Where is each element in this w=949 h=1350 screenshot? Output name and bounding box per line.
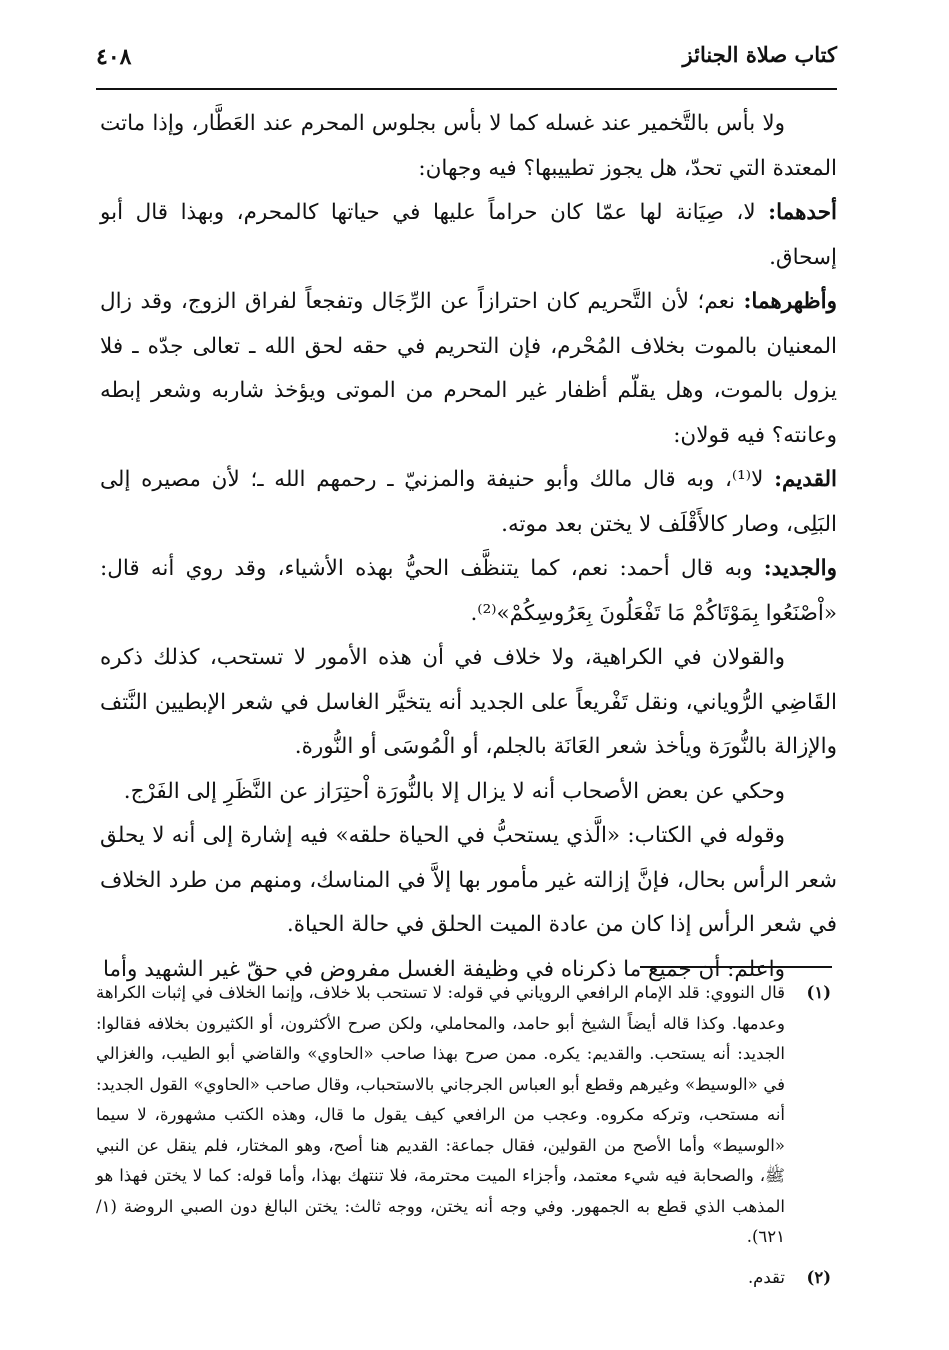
footnote-number: (٢) xyxy=(806,1267,831,1287)
footnote-text: قال النووي: قلد الإمام الرافعي الروياني في قوله: لا تستحب بلا خلاف، وإنما الخلاف في إثبات الكراهة وعدمها. وكذا قاله أيضاً الشيخ أبو حامد، والمحاملي، ولكن صرح الأكثرون، أو الكثيرون بخلافه فقالوا: الجديد: أنه يستحب. والقديم: يكره. ممن صرح بهذا صاحب «الحاوي» والقاضي أبو الطيب، والغزالي في «الوسيط» وغيرهم وقطع أبو العباس الجرجاني بالاستحباب، وقال صاحب «الحاوي» القول الجديد: أنه مستحب، وتركه مكروه. وعجب من الرافعي كيف يقول ما قال، وهذه الكتب مشهورة، لا سيما «الوسيط» وأما الأصح من القولين، فقال جماعة: القديم هنا أصح، وهو المختار، فلم ينقل عن النبي ﷺ، والصحابة فيه شيء معتمد، وأجزاء الميت محترمة، فلا تنتهك بهذا، وأما قوله: كما لا يختن فهذا هو المذهب الذي قطع به الجمهور. وفي وجه أنه يختن، ووجه ثالث: يختن البالغ دون الصبي الروضة (١/ ٦٢١). xyxy=(96,983,785,1246)
paragraph-text: لا، صِيَانة لها عمّا كان حراماً عليها في حياتها كالمحرم، وبهذا قال أبو إسحاق. xyxy=(100,200,837,270)
footnote-text: تقدم. xyxy=(747,1267,785,1287)
footnote xyxy=(96,978,837,1253)
footnote xyxy=(96,1263,837,1294)
paragraph-text: لا⁽¹⁾، وبه قال مالك وأبو حنيفة والمزنيّ ـ رحمهم الله ـ؛ لأن مصيره إلى البَلِى، وصار كالأَقْلَف لا يختن بعد موته. xyxy=(100,467,837,537)
main-text xyxy=(100,102,837,992)
page-number: ٤٠٨ xyxy=(96,44,132,70)
paragraph-text: وبه قال أحمد: نعم، كما يتنظَّف الحيُّ بهذه الأشياء، وقد روي أنه قال: «اْصْنَعُوا بِمَوْتَاكُمْ مَا تَفْعَلُونَ بِعَرُوسِكُمْ»⁽²⁾. xyxy=(100,556,837,626)
paragraph xyxy=(100,458,837,547)
paragraph: وحكي عن بعض الأصحاب أنه لا يزال إلا بالنُّورَة اْحتِرَاز عن النَّظَرِ إلى الفَرْج. xyxy=(123,778,785,804)
page-header xyxy=(96,40,837,90)
lead-word: وأظهرهما: xyxy=(743,289,837,314)
paragraph xyxy=(100,191,837,280)
paragraph xyxy=(100,280,837,458)
paragraph: ولا بأس بالتَّخمير عند غسله كما لا بأس بجلوس المحرم عند العَطَّار، وإذا ماتت المعتدة التي تحدّ، هل يجوز تطييبها؟ فيه وجهان: xyxy=(100,111,837,181)
paragraph-text: نعم؛ لأن التَّحريم كان احترازاً عن الرِّجَال وتفجعاً لفراق الزوج، وقد زال المعنيان بالموت بخلاف المُحْرم، فإن التحريم في حقه لحق الله ـ تعالى جدّه ـ فلا يزول بالموت، وهل يقلّم أظفار غير المحرم من الموتى ويؤخذ شاربه وشعر إبطه وعانته؟ فيه قولان: xyxy=(100,289,837,448)
running-title: كتاب صلاة الجنائز xyxy=(682,42,837,67)
footnotes xyxy=(96,978,837,1293)
paragraph: والقولان في الكراهية، ولا خلاف في أن هذه الأمور لا تستحب، كذلك ذكره القَاضِي الرُّوياني، ونقل تَفْريعاً على الجديد أنه يتخيَّر الغاسل في شعر الإبطيين النَّتف والإزالة بالنُّورَة ويأخذ شعر العَانَة بالجلم، أو الْمُوسَى أو النُّورة. xyxy=(100,645,837,759)
footnote-number: (١) xyxy=(806,983,831,1002)
lead-word: أحدهما: xyxy=(768,200,837,225)
lead-word: والجديد: xyxy=(763,556,837,581)
lead-word: القديم: xyxy=(774,467,837,492)
paragraph xyxy=(100,547,837,636)
footnote-separator xyxy=(640,966,832,968)
paragraph: وقوله في الكتاب: «الَّذي يستحبُّ في الحياة حلقه» فيه إشارة إلى أنه لا يحلق شعر الرأس بحال، فإنَّ إزالته غير مأمور بها إلاَّ في المناسك، ومنهم من طرد الخلاف في شعر الرأس إذا كان من عادة الميت الحلق في حالة الحياة. xyxy=(100,823,837,937)
paragraph: واعلم: أن جميع ما ذكرناه في وظيفة الغسل مفروض في حقّ غير الشهيد وأما xyxy=(102,956,785,982)
